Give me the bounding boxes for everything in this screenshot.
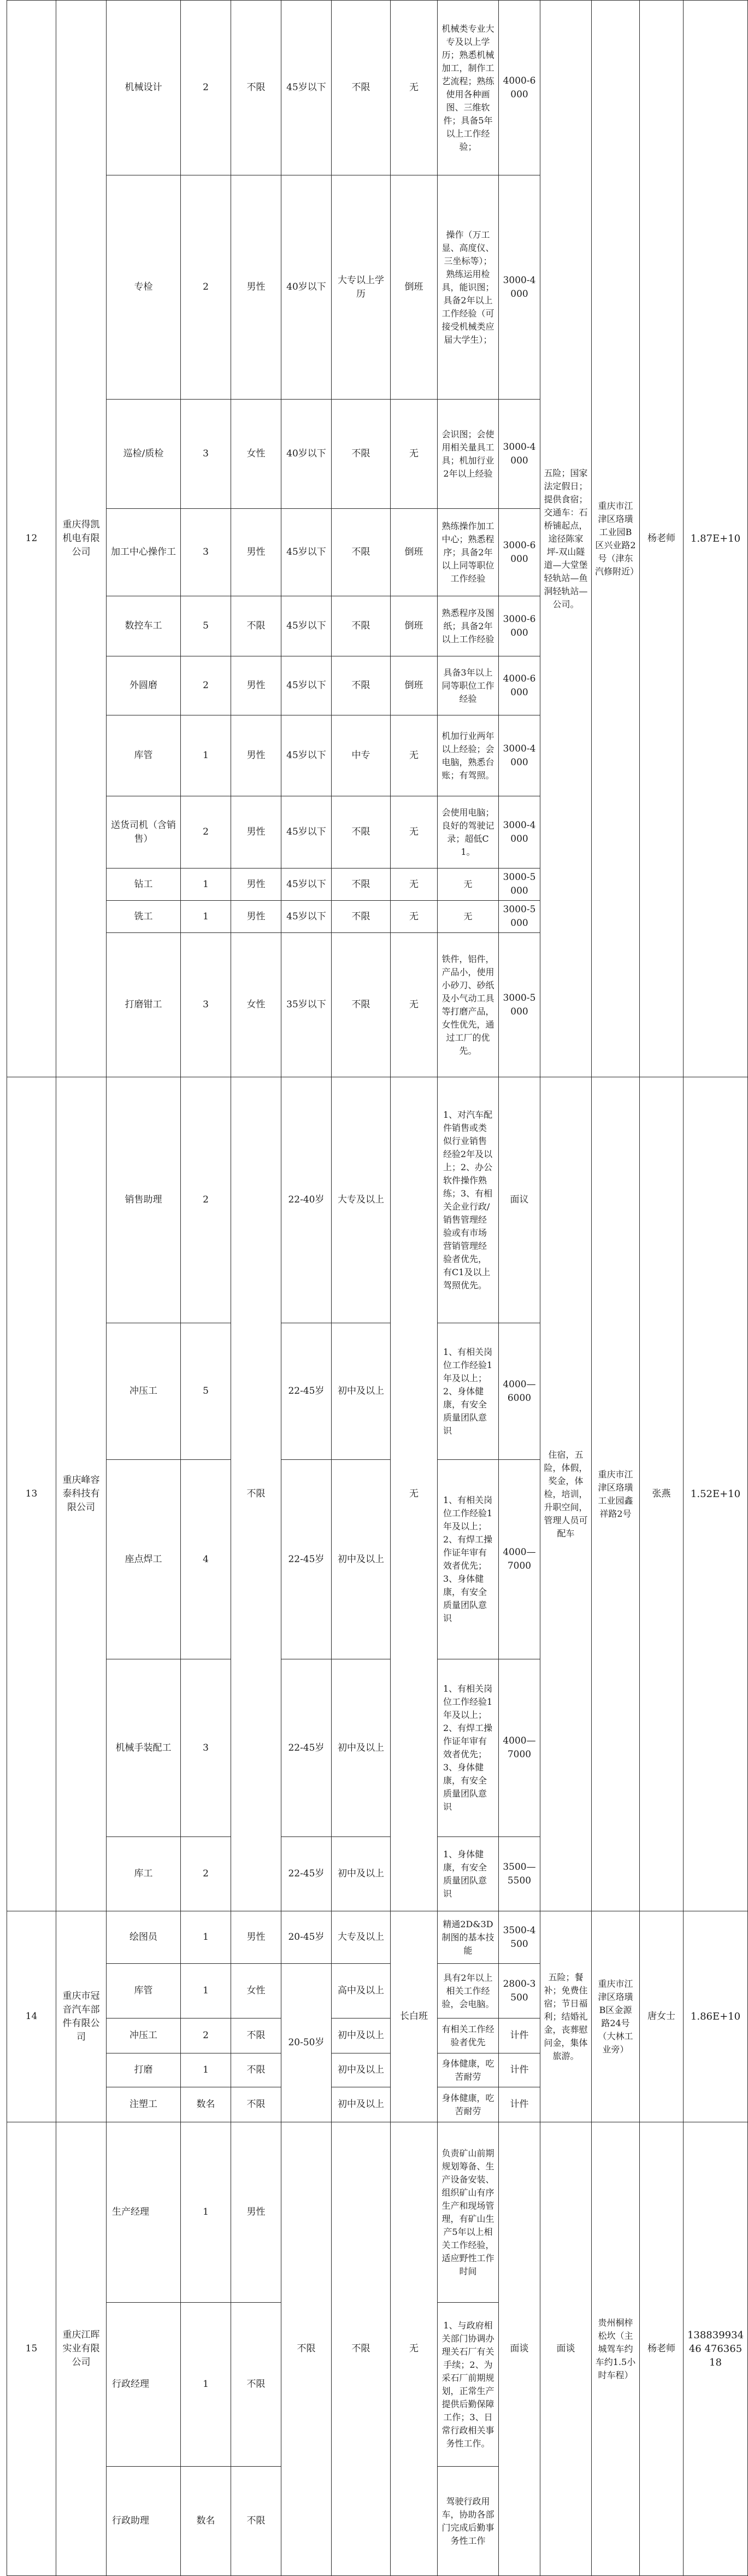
position-age: 45岁以下 <box>281 509 332 596</box>
position-requirements: 机加行业两年以上经验；会电脑，熟悉台账；有驾照。 <box>438 715 499 796</box>
position-shift: 倒班 <box>391 175 438 400</box>
position-education: 初中及以上 <box>332 1659 391 1837</box>
position-age: 22-45岁 <box>281 1323 332 1460</box>
position-gender: 不限 <box>231 2087 281 2122</box>
position-salary: 面谈 <box>499 2122 540 2576</box>
position-gender: 男性 <box>231 1911 281 1964</box>
position-education: 不限 <box>332 1 391 175</box>
position-education: 不限 <box>332 901 391 933</box>
position-gender: 男性 <box>231 715 281 796</box>
company-benefits: 五险；国家法定假日；提供食宿；交通车：石桥铺起点，途径陈家坪-双山隧道—大堂堡轻轨站—鱼洞轻轨站—公司。 <box>540 1 592 1077</box>
position-age: 45岁以下 <box>281 901 332 933</box>
position-education: 初中及以上 <box>332 2087 391 2122</box>
table-row <box>7 2122 748 2303</box>
position-shift: 无 <box>391 796 438 869</box>
position-count: 3 <box>181 509 231 596</box>
position-count: 2 <box>181 1837 231 1911</box>
company-number: 14 <box>7 1911 56 2122</box>
position-gender: 不限 <box>231 596 281 656</box>
position-requirements: 1、对汽车配件销售或类似行业销售经验2年及以上；2、办公软件操作熟练；3、有相关企业行政/销售管理经验或有市场营销管理经验者优先，有C1及以上驾照优先。 <box>438 1077 499 1323</box>
position-gender: 男性 <box>231 901 281 933</box>
position-education: 不限 <box>332 509 391 596</box>
position-title: 打磨钳工 <box>107 933 181 1077</box>
position-requirements: 身体健康，吃苦耐劳 <box>438 2053 499 2087</box>
position-education: 不限 <box>332 933 391 1077</box>
company-number: 13 <box>7 1077 56 1911</box>
position-count: 1 <box>181 1911 231 1964</box>
position-salary: 3500—5500 <box>499 1837 540 1911</box>
company-benefits: 五险；餐补；免费住宿；节日福利；结婚礼金，丧葬慰问金，集体旅游。 <box>540 1911 592 2122</box>
position-education: 初中及以上 <box>332 1837 391 1911</box>
position-requirements: 具备3年以上同等职位工作经验 <box>438 656 499 715</box>
position-age: 45岁以下 <box>281 796 332 869</box>
position-requirements: 有相关工作经验者优先 <box>438 2018 499 2053</box>
position-education: 大专及以上 <box>332 1077 391 1323</box>
position-salary: 3500-4500 <box>499 1911 540 1964</box>
position-gender: 男性 <box>231 869 281 901</box>
company-name: 重庆江晖实业有限公司 <box>56 2122 107 2576</box>
position-requirements: 熟悉程序及图纸；具备2年以上工作经验 <box>438 596 499 656</box>
position-count: 1 <box>181 2122 231 2303</box>
position-count: 2 <box>181 1 231 175</box>
position-age: 不限 <box>281 2122 332 2576</box>
position-age: 45岁以下 <box>281 715 332 796</box>
position-requirements: 无 <box>438 901 499 933</box>
position-gender: 不限 <box>231 2467 281 2576</box>
position-title: 专检 <box>107 175 181 400</box>
position-age: 22-45岁 <box>281 1659 332 1837</box>
position-count: 1 <box>181 869 231 901</box>
position-education: 初中及以上 <box>332 2018 391 2053</box>
position-requirements: 驾驶行政用车，协助各部门完成后勤事务性工作 <box>438 2467 499 2576</box>
company-phone: 1.86E+10 <box>684 1911 748 2122</box>
table-row <box>7 1911 748 1964</box>
position-education: 不限 <box>332 656 391 715</box>
position-count: 1 <box>181 2303 231 2467</box>
position-salary: 3000-5000 <box>499 901 540 933</box>
position-education: 高中及以上 <box>332 1964 391 2018</box>
company-address: 重庆市江津区珞璜B区金源路24号（大林工业旁） <box>592 1911 640 2122</box>
position-gender: 不限 <box>231 2053 281 2087</box>
position-salary: 3000-4000 <box>499 400 540 509</box>
position-gender: 女性 <box>231 933 281 1077</box>
position-education: 大专以上学历 <box>332 175 391 400</box>
company-phone: 1.87E+10 <box>684 1 748 1077</box>
position-title: 机械手装配工 <box>107 1659 181 1837</box>
position-shift: 长白班 <box>391 1911 438 2122</box>
position-shift: 无 <box>391 2122 438 2576</box>
position-count: 1 <box>181 1964 231 2018</box>
position-education: 初中及以上 <box>332 2053 391 2087</box>
position-education: 不限 <box>332 796 391 869</box>
position-title: 库管 <box>107 715 181 796</box>
position-count: 5 <box>181 596 231 656</box>
position-count: 1 <box>181 2053 231 2087</box>
position-requirements: 1、有相关岗位工作经验1年及以上；2、有焊工操作证年审有效者优先；3、身体健康，有安全质量团队意识 <box>438 1460 499 1659</box>
position-count: 3 <box>181 1659 231 1837</box>
position-title: 送货司机（含销售） <box>107 796 181 869</box>
company-name: 重庆得凯机电有限公司 <box>56 1 107 1077</box>
position-shift: 倒班 <box>391 509 438 596</box>
position-salary: 3000-4000 <box>499 796 540 869</box>
position-title: 冲压工 <box>107 2018 181 2053</box>
position-title: 打磨 <box>107 2053 181 2087</box>
position-gender: 男性 <box>231 509 281 596</box>
position-education: 不限 <box>332 2122 391 2576</box>
position-requirements: 1、有相关岗位工作经验1年及以上；2、身体健康，有安全质量团队意识 <box>438 1323 499 1460</box>
position-title: 冲压工 <box>107 1323 181 1460</box>
position-gender: 男性 <box>231 2122 281 2303</box>
position-age: 20-45岁 <box>281 1911 332 1964</box>
position-requirements: 机械类专业大专及以上学历；熟悉机械加工，制作工艺流程；熟练使用各种画图、三维软件；具备5年以上工作经验； <box>438 1 499 175</box>
position-requirements: 熟练操作加工中心；熟悉程序；具备2年以上同等职位工作经验 <box>438 509 499 596</box>
position-shift: 倒班 <box>391 596 438 656</box>
position-title: 行政助理 <box>107 2467 181 2576</box>
position-education: 不限 <box>332 869 391 901</box>
position-requirements: 1、身体健康，有安全质量团队意识 <box>438 1837 499 1911</box>
company-name: 重庆峰容泰科技有限公司 <box>56 1077 107 1911</box>
company-contact: 张燕 <box>640 1077 684 1911</box>
position-gender: 不限 <box>231 2018 281 2053</box>
table-row <box>7 1 748 175</box>
position-count: 3 <box>181 400 231 509</box>
position-count: 数名 <box>181 2087 231 2122</box>
position-requirements: 1、与政府相关部门协调办理关石厂有关手续；2、为采石厂前期规划，正常生产提供后勤保障工作；3、日常行政相关事务性工作。 <box>438 2303 499 2467</box>
position-title: 库工 <box>107 1837 181 1911</box>
position-title: 座点焊工 <box>107 1460 181 1659</box>
position-salary: 3000-5000 <box>499 869 540 901</box>
position-requirements: 铁件，铝件，产品小，使用小砂刀、砂纸及小气动工具等打磨产品，女性优先，通过工厂的优先。 <box>438 933 499 1077</box>
position-requirements: 会使用电脑；良好的驾驶记录；超低C1。 <box>438 796 499 869</box>
position-age: 22-45岁 <box>281 1837 332 1911</box>
position-title: 机械设计 <box>107 1 181 175</box>
position-education: 不限 <box>332 400 391 509</box>
position-requirements: 1、有相关岗位工作经验1年及以上；2、有焊工操作证年审有效者优先；3、身体健康，有安全质量团队意识 <box>438 1659 499 1837</box>
table-row <box>7 1077 748 1323</box>
position-age: 45岁以下 <box>281 596 332 656</box>
position-education: 不限 <box>332 596 391 656</box>
position-shift: 倒班 <box>391 656 438 715</box>
position-gender: 男性 <box>231 656 281 715</box>
position-salary: 4000—7000 <box>499 1659 540 1837</box>
position-age: 45岁以下 <box>281 869 332 901</box>
position-requirements: 无 <box>438 869 499 901</box>
position-shift: 无 <box>391 1 438 175</box>
position-title: 加工中心操作工 <box>107 509 181 596</box>
position-gender: 不限 <box>231 1 281 175</box>
company-number: 12 <box>7 1 56 1077</box>
recruitment-table-sheet <box>7 0 744 2546</box>
position-age: 45岁以下 <box>281 1 332 175</box>
position-salary: 面议 <box>499 1077 540 1323</box>
company-address: 重庆市江津区珞璜工业园鑫祥路2号 <box>592 1077 640 1911</box>
company-contact: 唐女士 <box>640 1911 684 2122</box>
position-count: 1 <box>181 901 231 933</box>
position-gender: 女性 <box>231 1964 281 2018</box>
position-count: 2 <box>181 1077 231 1323</box>
position-age: 35岁以下 <box>281 933 332 1077</box>
position-title: 销售助理 <box>107 1077 181 1323</box>
position-count: 2 <box>181 2018 231 2053</box>
position-gender: 男性 <box>231 175 281 400</box>
position-count: 3 <box>181 933 231 1077</box>
position-age: 40岁以下 <box>281 175 332 400</box>
position-shift: 无 <box>391 400 438 509</box>
position-requirements: 具有2年以上相关工作经验，会电脑。 <box>438 1964 499 2018</box>
position-shift: 无 <box>391 901 438 933</box>
company-benefits: 住宿，五险，体假，奖金，体检，培训，升职空间，管理人员可配车 <box>540 1077 592 1911</box>
company-phone: 13883993446 47636518 <box>684 2122 748 2576</box>
position-count: 1 <box>181 715 231 796</box>
position-title: 注塑工 <box>107 2087 181 2122</box>
position-title: 外圆磨 <box>107 656 181 715</box>
company-contact: 杨老师 <box>640 2122 684 2576</box>
company-address: 贵州桐梓松坎（主城驾车约车约1.5小时车程） <box>592 2122 640 2576</box>
position-title: 库管 <box>107 1964 181 2018</box>
position-title: 钻工 <box>107 869 181 901</box>
position-title: 巡检/质检 <box>107 400 181 509</box>
position-requirements: 操作（万工显、高度仪、三坐标等）；熟练运用检具，能识图；具备2年以上工作经验（可接受机械类应届大学生）； <box>438 175 499 400</box>
position-education: 初中及以上 <box>332 1323 391 1460</box>
position-salary: 3000-6000 <box>499 509 540 596</box>
position-salary: 3000-5000 <box>499 933 540 1077</box>
position-gender: 女性 <box>231 400 281 509</box>
position-count: 5 <box>181 1323 231 1460</box>
position-salary: 计件 <box>499 2087 540 2122</box>
position-count: 2 <box>181 796 231 869</box>
position-title: 绘图员 <box>107 1911 181 1964</box>
position-salary: 4000-6000 <box>499 656 540 715</box>
position-age: 22-40岁 <box>281 1077 332 1323</box>
company-phone: 1.52E+10 <box>684 1077 748 1911</box>
position-shift: 无 <box>391 1077 438 1911</box>
position-shift: 无 <box>391 933 438 1077</box>
position-salary: 4000—6000 <box>499 1323 540 1460</box>
company-benefits: 面谈 <box>540 2122 592 2576</box>
position-salary: 4000—7000 <box>499 1460 540 1659</box>
position-age: 22-45岁 <box>281 1460 332 1659</box>
position-count: 数名 <box>181 2467 231 2576</box>
position-count: 2 <box>181 175 231 400</box>
position-title: 行政经理 <box>107 2303 181 2467</box>
position-title: 生产经理 <box>107 2122 181 2303</box>
position-title: 数控车工 <box>107 596 181 656</box>
position-age: 40岁以下 <box>281 400 332 509</box>
position-education: 初中及以上 <box>332 1460 391 1659</box>
position-gender: 男性 <box>231 796 281 869</box>
position-title: 铣工 <box>107 901 181 933</box>
position-requirements: 身体健康，吃苦耐劳 <box>438 2087 499 2122</box>
position-shift: 无 <box>391 715 438 796</box>
position-education: 大专及以上 <box>332 1911 391 1964</box>
position-gender: 不限 <box>231 2303 281 2467</box>
position-shift: 无 <box>391 869 438 901</box>
position-salary: 3000-4000 <box>499 715 540 796</box>
position-gender: 不限 <box>231 1077 281 1911</box>
position-salary: 4000-6000 <box>499 1 540 175</box>
position-age: 45岁以下 <box>281 656 332 715</box>
position-requirements: 精通2D&3D制图的基本技能 <box>438 1911 499 1964</box>
position-requirements: 负责矿山前期规划筹备、生产设备安装、组织矿山有序生产和现场管理，有矿山生产5年以上相关工作经验，适应野性工作时间 <box>438 2122 499 2303</box>
position-salary: 计件 <box>499 2053 540 2087</box>
company-address: 重庆市江津区珞璜工业园B区兴业路2号（津东汽修附近） <box>592 1 640 1077</box>
company-name: 重庆市冠音汽车部件有限公司 <box>56 1911 107 2122</box>
recruitment-table <box>7 0 748 2576</box>
company-number: 15 <box>7 2122 56 2576</box>
position-salary: 2800-3500 <box>499 1964 540 2018</box>
position-salary: 计件 <box>499 2018 540 2053</box>
position-count: 2 <box>181 656 231 715</box>
company-contact: 杨老师 <box>640 1 684 1077</box>
position-requirements: 会识图；会使用相关量具工具；机加行业2年以上经验 <box>438 400 499 509</box>
position-count: 4 <box>181 1460 231 1659</box>
position-education: 中专 <box>332 715 391 796</box>
position-age: 20-50岁 <box>281 1964 332 2122</box>
position-salary: 3000-6000 <box>499 596 540 656</box>
position-salary: 3000-4000 <box>499 175 540 400</box>
